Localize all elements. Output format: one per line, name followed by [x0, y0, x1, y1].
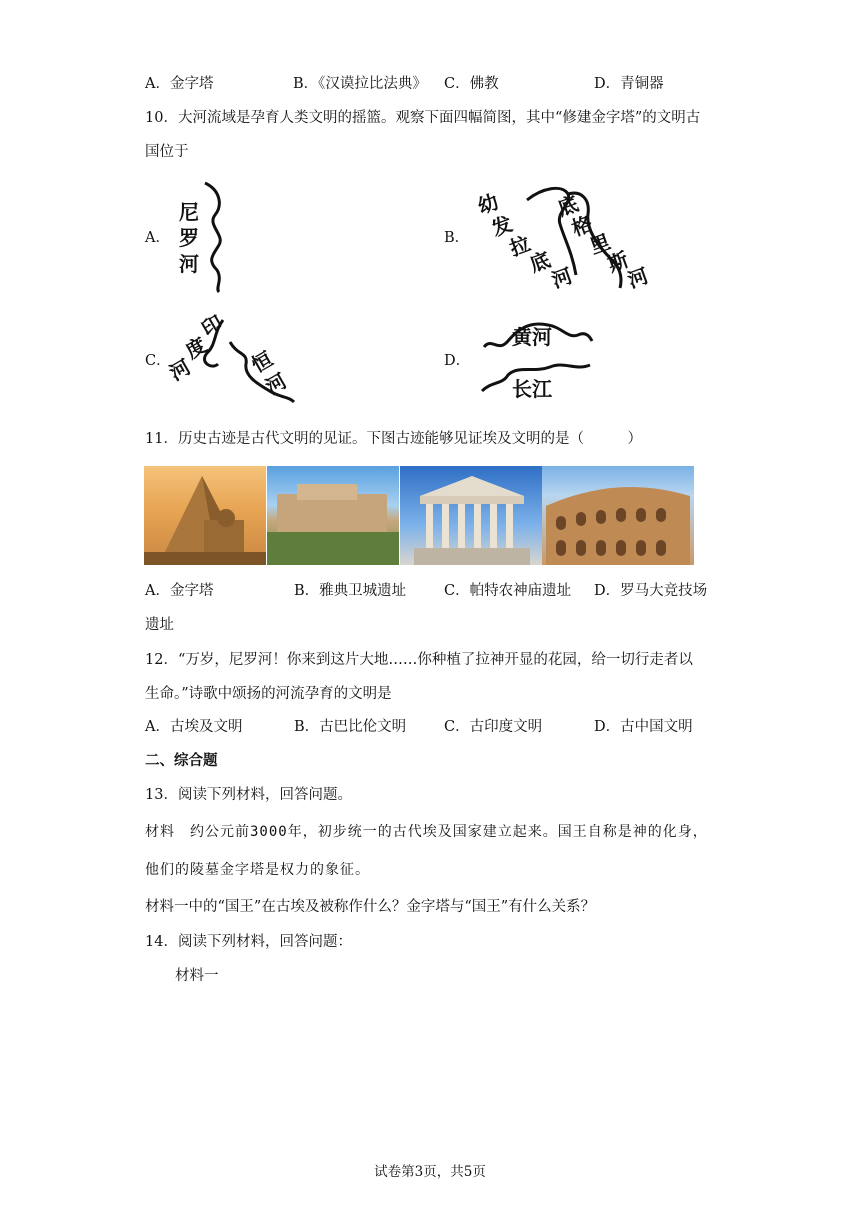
q12-option-a: A．古埃及文明	[145, 719, 243, 735]
map-d-china	[478, 315, 598, 405]
pyramid-icon	[144, 466, 266, 565]
photo-athens-acropolis	[267, 466, 399, 565]
map-b-label: B．	[444, 230, 470, 246]
colosseum-icon	[542, 466, 694, 565]
map-d-label: D．	[444, 353, 471, 369]
q13-material-line1: 材料 约公元前3000年，初步统一的古代埃及国家建立起来。国王自称是神的化身，	[145, 824, 708, 840]
q11-stem: 11．历史古迹是古代文明的见证。下图古迹能够见证埃及文明的是（ ）	[145, 431, 642, 447]
q10-stem-line1: 10．大河流域是孕育人类文明的摇篮。观察下面四幅简图，其中“修建金字塔”的文明古	[145, 110, 701, 126]
q12-option-b: B．古巴比伦文明	[294, 719, 407, 735]
map-b-mesopotamia	[472, 180, 657, 295]
q9-option-a: A．金字塔	[145, 76, 214, 92]
map-b-char: 斯	[604, 247, 632, 277]
map-b-char: 拉	[506, 231, 534, 261]
map-c-char: 河	[261, 368, 291, 400]
map-c-char: 河	[165, 354, 195, 386]
q12-stem-line2: 生命。”诗歌中颂扬的河流孕育的文明是	[145, 686, 392, 702]
map-a-char: 尼	[179, 200, 199, 224]
q10-stem-line2: 国位于	[145, 144, 189, 160]
map-b-char: 发	[488, 211, 516, 241]
map-d-yellow-river: 黄河	[512, 325, 552, 349]
map-c-char: 印	[197, 310, 227, 342]
q12-option-c: C．古印度文明	[444, 719, 543, 735]
q14-stem: 14．阅读下列材料，回答问题：	[145, 934, 352, 950]
q9-option-c: C．佛教	[444, 76, 499, 92]
map-c-label: C．	[145, 353, 171, 369]
map-b-char: 底	[526, 247, 554, 277]
india-rivers-icon	[165, 312, 308, 407]
map-a-char: 罗	[179, 226, 199, 250]
map-b-char: 里	[586, 229, 614, 259]
q11-option-d-wrap: 遗址	[145, 617, 174, 633]
q11-option-c: C．帕特农神庙遗址	[444, 583, 572, 599]
map-a-char: 河	[179, 252, 199, 276]
photo-parthenon	[400, 466, 542, 565]
q9-option-d: D．青铜器	[594, 76, 664, 92]
map-b-char: 河	[624, 263, 652, 293]
q14-material-label: 材料一	[175, 968, 219, 984]
map-a-label: A．	[145, 230, 170, 246]
acropolis-icon	[267, 466, 399, 565]
q13-stem: 13．阅读下列材料，回答问题。	[145, 787, 352, 803]
q12-stem-line1: 12．“万岁，尼罗河！你来到这片大地……你种植了拉神开显的花园，给一切行走者以	[145, 652, 693, 668]
q12-option-d: D．古中国文明	[594, 719, 693, 735]
q11-option-b: B．雅典卫城遗址	[294, 583, 407, 599]
page-footer: 试卷第3页，共5页	[374, 1164, 486, 1180]
photo-colosseum	[542, 466, 694, 565]
map-b-char: 河	[548, 263, 576, 293]
section-heading: 二、综合题	[145, 753, 218, 769]
map-b-char: 底	[554, 191, 582, 221]
map-c-india	[165, 310, 308, 407]
q9-option-b: B．《汉谟拉比法典》	[293, 76, 427, 92]
q11-option-d: D．罗马大竞技场	[594, 583, 708, 599]
parthenon-icon	[400, 466, 542, 565]
map-a-nile	[175, 180, 235, 295]
map-b-char: 格	[568, 211, 596, 241]
map-b-char: 幼	[474, 189, 502, 219]
map-d-yangtze: 长江	[512, 377, 552, 401]
q13-question: 材料一中的“国王”在古埃及被称作什么？金字塔与“国王”有什么关系？	[145, 899, 596, 915]
q11-option-a: A．金字塔	[145, 583, 214, 599]
q13-material-line2: 他们的陵墓金字塔是权力的象征。	[145, 862, 370, 878]
photo-pyramid-sphinx	[144, 466, 266, 565]
map-c-char: 度	[181, 332, 211, 364]
map-c-char: 恒	[247, 346, 277, 378]
